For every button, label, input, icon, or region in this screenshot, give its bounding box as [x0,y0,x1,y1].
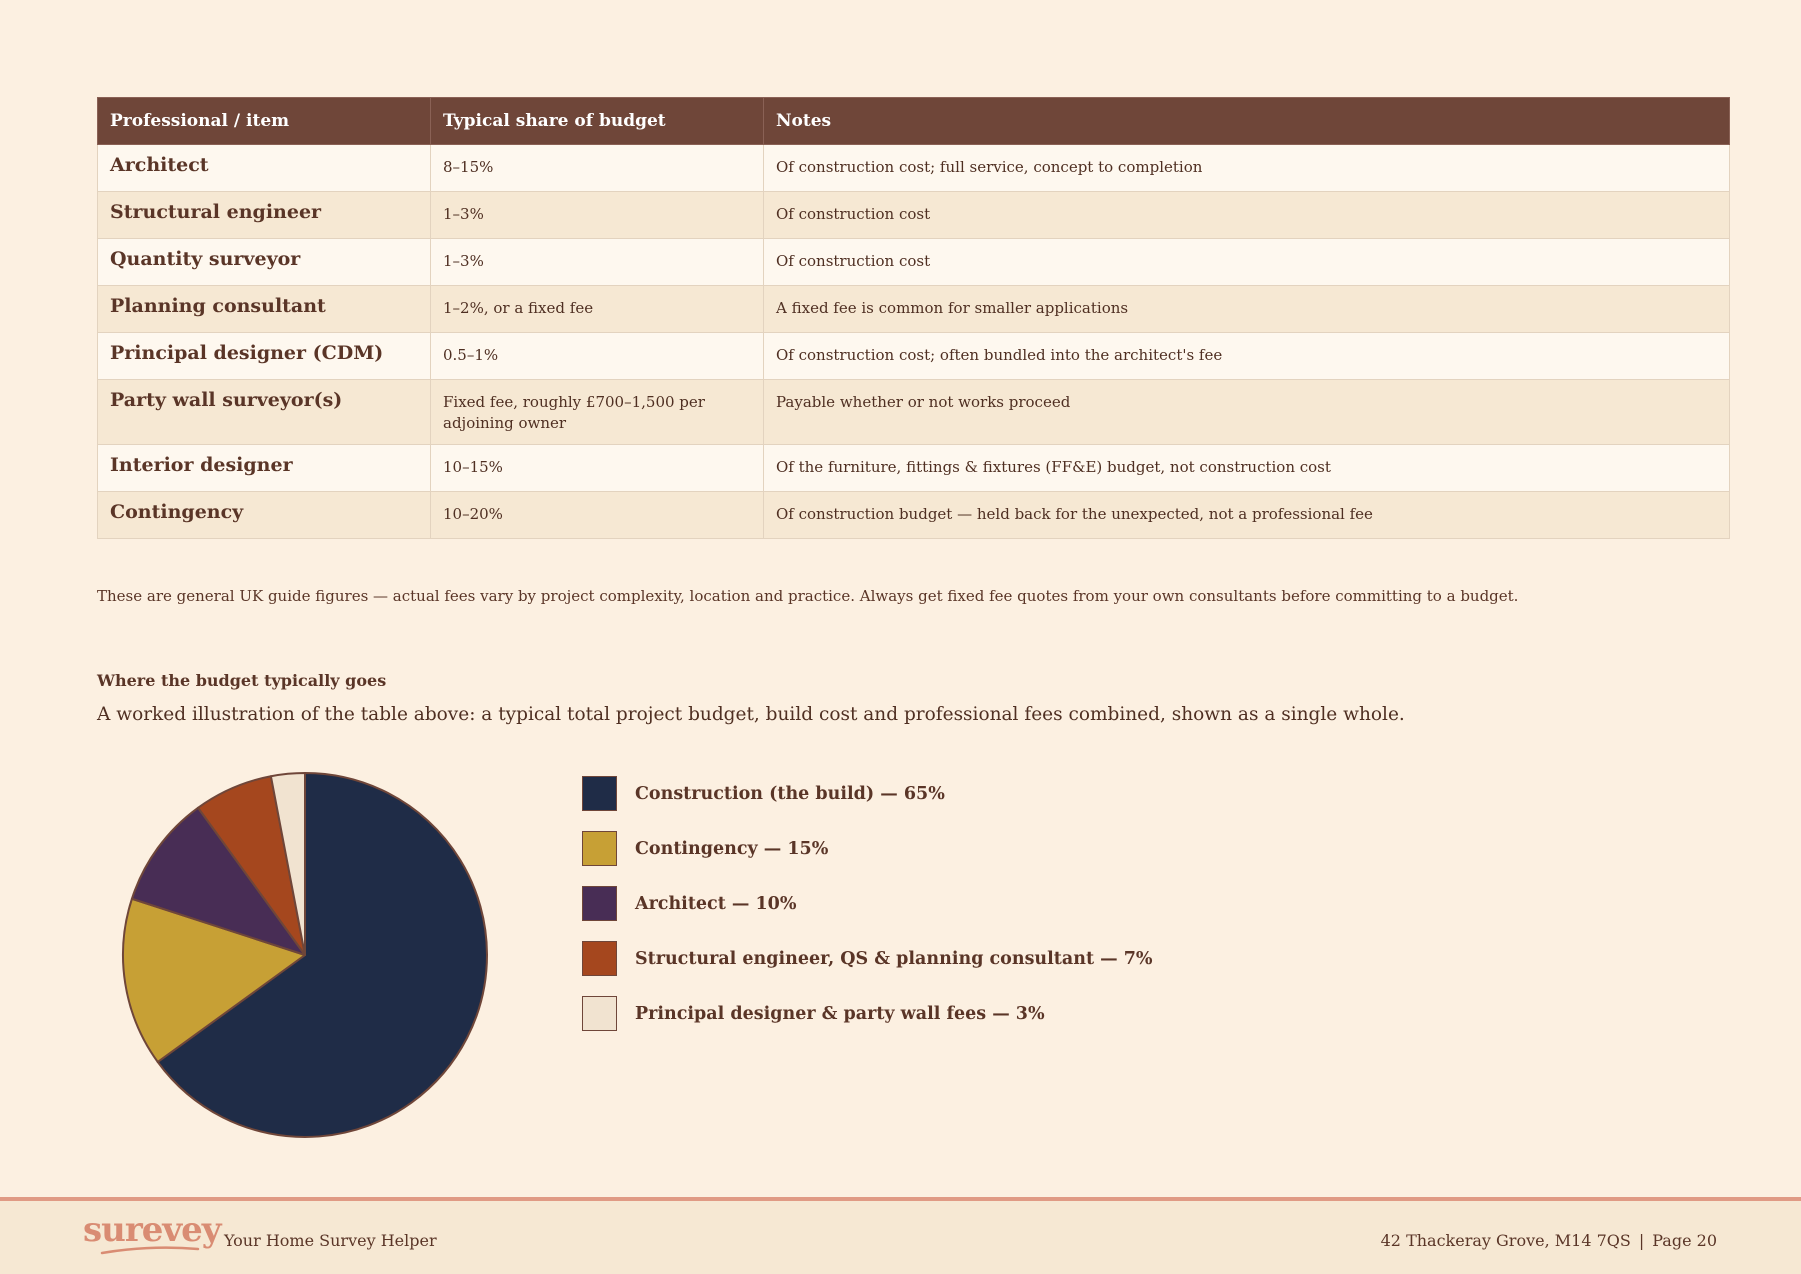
row-item: Principal designer (CDM) [98,333,431,380]
row-notes: Payable whether or not works proceed [764,380,1730,445]
footer-separator: | [1638,1231,1645,1250]
row-notes: Of construction budget — held back for the unexpected, not a professional fee [764,492,1730,539]
row-item: Contingency [98,492,431,539]
legend-label: Structural engineer, QS & planning consultant — 7% [635,948,1153,969]
row-share: 10–20% [431,492,764,539]
table-row [98,492,1730,539]
row-item: Architect [98,145,431,192]
table-header-row [98,98,1730,145]
row-share: 8–15% [431,145,764,192]
fees-table [97,97,1730,539]
row-notes: Of construction cost [764,192,1730,239]
row-item: Party wall surveyor(s) [98,380,431,445]
brand-swoosh-icon [100,1243,200,1257]
table-row [98,333,1730,380]
footer-address: 42 Thackeray Grove, M14 7QS [1380,1231,1631,1250]
column-header-professional: Professional / item [98,98,431,145]
page-footer [0,1197,1801,1274]
table-row [98,286,1730,333]
table-row [98,239,1730,286]
table-row [98,192,1730,239]
row-share: Fixed fee, roughly £700–1,500 per adjoining owner [431,380,764,445]
page-number: Page 20 [1652,1231,1717,1250]
brand-logo: surevey [83,1210,221,1250]
legend-swatch [582,941,617,976]
legend-swatch [582,831,617,866]
table-row [98,445,1730,492]
disclaimer-text: These are general UK guide figures — actual fees vary by project complexity, location and practice. Always get fixed fee quotes from your own consultants before committing to a budget. [97,587,1519,605]
row-notes: Of the furniture, fittings & fixtures (FF&E) budget, not construction cost [764,445,1730,492]
legend-item-principal-designer [582,995,1153,1032]
pie-legend [582,775,1153,1050]
footer-tagline: Your Home Survey Helper [224,1231,437,1250]
column-header-share: Typical share of budget [431,98,764,145]
row-item: Structural engineer [98,192,431,239]
row-share: 1–3% [431,192,764,239]
legend-label: Contingency — 15% [635,838,829,859]
legend-label: Principal designer & party wall fees — 3% [635,1003,1045,1024]
legend-item-architect [582,885,1153,922]
row-share: 0.5–1% [431,333,764,380]
footer-meta [1381,1231,1717,1250]
row-notes: Of construction cost [764,239,1730,286]
row-share: 10–15% [431,445,764,492]
row-share: 1–2%, or a fixed fee [431,286,764,333]
table-row [98,380,1730,445]
row-notes: A fixed fee is common for smaller applications [764,286,1730,333]
legend-swatch [582,886,617,921]
budget-pie-chart [110,760,500,1150]
chart-title: Where the budget typically goes [97,671,387,690]
legend-item-engineers [582,940,1153,977]
chart-subtitle: A worked illustration of the table above: a typical total project budget, build cost and professional fees combined, shown as a single whole. [97,704,1405,725]
legend-swatch [582,996,617,1031]
legend-label: Construction (the build) — 65% [635,783,945,804]
table-row [98,145,1730,192]
row-item: Quantity surveyor [98,239,431,286]
row-notes: Of construction cost; full service, concept to completion [764,145,1730,192]
row-notes: Of construction cost; often bundled into the architect's fee [764,333,1730,380]
row-share: 1–3% [431,239,764,286]
legend-swatch [582,776,617,811]
row-item: Planning consultant [98,286,431,333]
legend-item-construction [582,775,1153,812]
legend-item-contingency [582,830,1153,867]
legend-label: Architect — 10% [635,893,797,914]
row-item: Interior designer [98,445,431,492]
column-header-notes: Notes [764,98,1730,145]
